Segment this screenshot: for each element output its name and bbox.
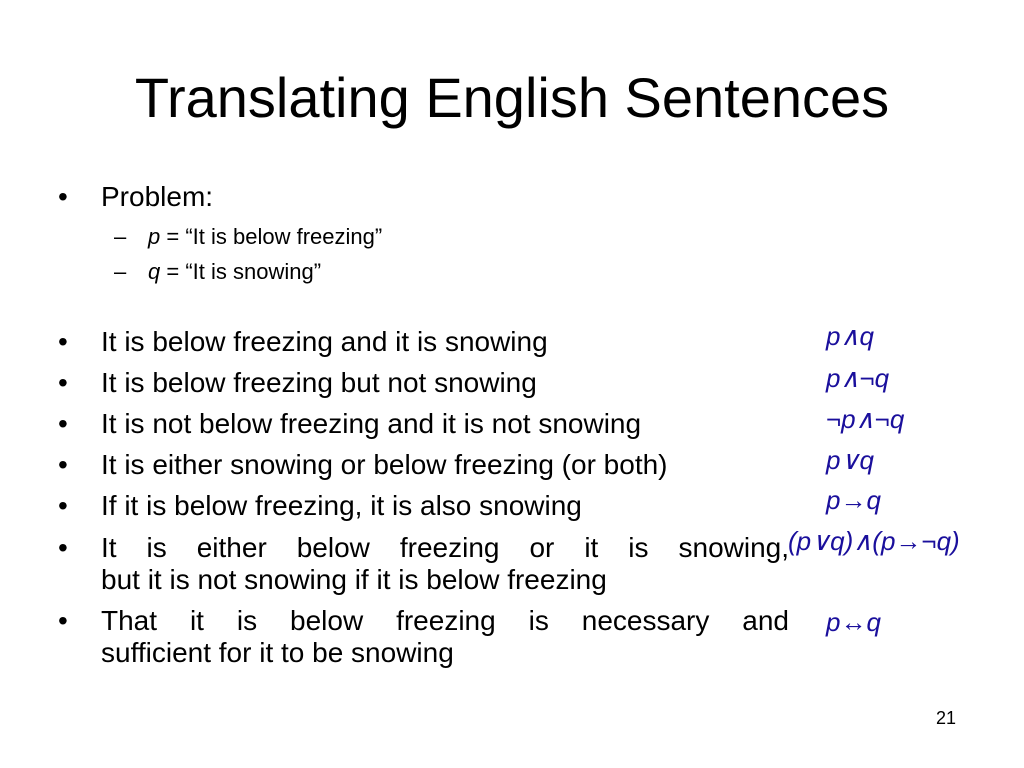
sentence-text: It is below freezing and it is snowing — [101, 326, 548, 357]
problem-label: Problem: — [101, 181, 214, 212]
bullet-marker: • — [58, 605, 68, 636]
bullet-marker: • — [58, 367, 68, 398]
bullet-marker: • — [58, 326, 68, 357]
formula-1: p∧q — [826, 321, 874, 351]
formula-2: p∧¬q — [826, 363, 890, 393]
sentence-text: It is not below freezing and it is not snowing — [101, 408, 642, 439]
variable-p: p — [148, 224, 161, 249]
variable-q: q — [148, 259, 161, 284]
sentence-text: If it is below freezing, it is also snowing — [101, 490, 582, 521]
sentence-line-1: That it is below freezing is necessary and — [101, 605, 789, 636]
sentence-text — [101, 605, 789, 669]
sentence-text — [101, 532, 789, 596]
dash-marker: – — [114, 224, 127, 249]
formula-3: ¬p∧¬q — [826, 404, 905, 434]
slide-title: Translating English Sentences — [134, 66, 890, 129]
bullet-marker: • — [58, 408, 68, 439]
bullet-marker: • — [58, 532, 68, 563]
bullet-marker: • — [58, 181, 68, 212]
formula-6: (p∨q)∧(p→¬q) — [788, 526, 960, 556]
sentence-text: It is below freezing but not snowing — [101, 367, 537, 398]
formula-7: p↔q — [826, 607, 881, 637]
dash-marker: – — [114, 259, 127, 284]
formula-4: p∨q — [826, 445, 874, 475]
sentence-line-2: sufficient for it to be snowing — [101, 637, 454, 668]
sentence-line-2: but it is not snowing if it is below freezing — [101, 564, 607, 595]
definition-q-text: = “It is snowing” — [160, 259, 322, 284]
page-number: 21 — [936, 708, 957, 728]
formula-5: p→q — [826, 485, 881, 515]
bullet-marker: • — [58, 449, 68, 480]
sentence-line-1: It is either below freezing or it is snowing, — [101, 532, 789, 563]
definition-p-text: = “It is below freezing” — [160, 224, 383, 249]
bullet-marker: • — [58, 490, 68, 521]
sentence-text: It is either snowing or below freezing (or both) — [101, 449, 668, 480]
